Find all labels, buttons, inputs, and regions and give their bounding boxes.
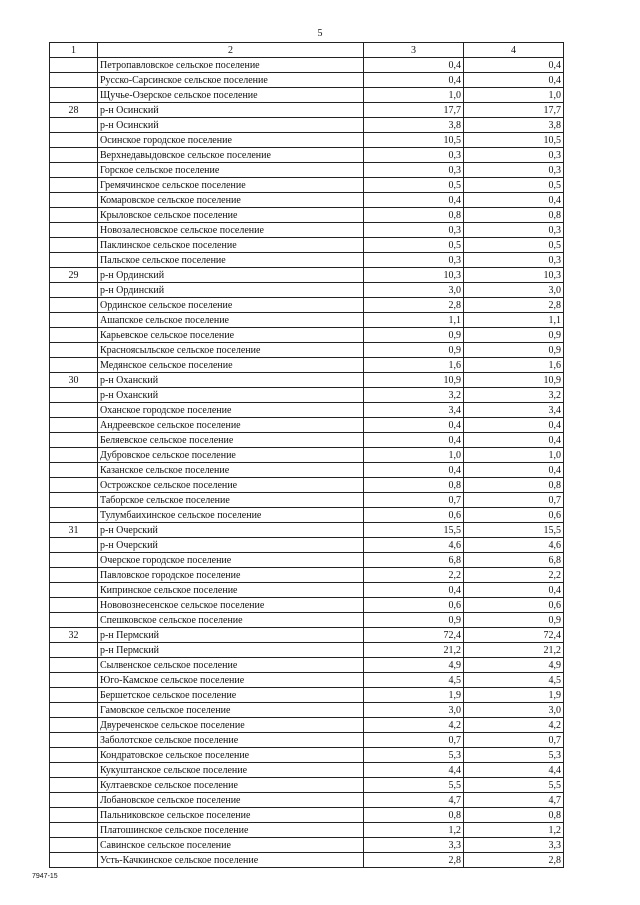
row-value-col4: 3,8 xyxy=(464,118,564,133)
row-name: Кукуштанское сельское поселение xyxy=(98,763,364,778)
row-value-col4: 0,9 xyxy=(464,328,564,343)
row-index xyxy=(50,298,98,313)
row-value-col3: 3,3 xyxy=(364,838,464,853)
row-index xyxy=(50,853,98,868)
row-value-col4: 0,5 xyxy=(464,238,564,253)
row-value-col3: 4,2 xyxy=(364,718,464,733)
row-index: 32 xyxy=(50,628,98,643)
row-index xyxy=(50,193,98,208)
row-index xyxy=(50,718,98,733)
row-index xyxy=(50,178,98,193)
row-index xyxy=(50,388,98,403)
row-name: Таборское сельское поселение xyxy=(98,493,364,508)
table-row xyxy=(50,643,564,658)
row-value-col4: 2,2 xyxy=(464,568,564,583)
header-row xyxy=(50,43,564,58)
table-row xyxy=(50,268,564,283)
row-value-col4: 3,2 xyxy=(464,388,564,403)
row-value-col3: 1,1 xyxy=(364,313,464,328)
row-index xyxy=(50,763,98,778)
header-col-3: 3 xyxy=(364,43,464,58)
row-value-col4: 4,4 xyxy=(464,763,564,778)
row-name: Петропавловское сельское поселение xyxy=(98,58,364,73)
row-value-col3: 0,5 xyxy=(364,238,464,253)
row-name: Пальское сельское поселение xyxy=(98,253,364,268)
row-name: Ашапское сельское поселение xyxy=(98,313,364,328)
table-row xyxy=(50,253,564,268)
row-index: 28 xyxy=(50,103,98,118)
row-value-col4: 0,3 xyxy=(464,223,564,238)
row-name: Карьевское сельское поселение xyxy=(98,328,364,343)
row-value-col3: 3,4 xyxy=(364,403,464,418)
row-value-col3: 4,5 xyxy=(364,673,464,688)
row-value-col4: 5,5 xyxy=(464,778,564,793)
row-index xyxy=(50,133,98,148)
row-name: Казанское сельское поселение xyxy=(98,463,364,478)
row-index xyxy=(50,538,98,553)
row-value-col3: 6,8 xyxy=(364,553,464,568)
row-index xyxy=(50,358,98,373)
row-index xyxy=(50,433,98,448)
row-value-col3: 0,3 xyxy=(364,223,464,238)
row-value-col4: 4,6 xyxy=(464,538,564,553)
row-name: Крыловское сельское поселение xyxy=(98,208,364,223)
row-value-col4: 1,0 xyxy=(464,88,564,103)
row-value-col4: 0,4 xyxy=(464,463,564,478)
row-value-col3: 10,9 xyxy=(364,373,464,388)
row-index xyxy=(50,493,98,508)
table-row xyxy=(50,553,564,568)
row-index xyxy=(50,343,98,358)
table-row xyxy=(50,613,564,628)
row-value-col3: 5,5 xyxy=(364,778,464,793)
row-value-col4: 0,7 xyxy=(464,733,564,748)
row-name: Заболотское сельское поселение xyxy=(98,733,364,748)
row-index xyxy=(50,703,98,718)
row-value-col3: 1,6 xyxy=(364,358,464,373)
row-index xyxy=(50,58,98,73)
row-value-col4: 72,4 xyxy=(464,628,564,643)
row-value-col3: 72,4 xyxy=(364,628,464,643)
row-name: Комаровское сельское поселение xyxy=(98,193,364,208)
table-row xyxy=(50,118,564,133)
row-name: р-н Осинский xyxy=(98,118,364,133)
row-value-col3: 0,9 xyxy=(364,343,464,358)
row-name: р-н Оханский xyxy=(98,373,364,388)
table-row xyxy=(50,283,564,298)
table-row xyxy=(50,688,564,703)
row-value-col4: 0,6 xyxy=(464,598,564,613)
row-value-col3: 10,5 xyxy=(364,133,464,148)
row-value-col3: 0,5 xyxy=(364,178,464,193)
table-row xyxy=(50,733,564,748)
row-value-col4: 0,9 xyxy=(464,343,564,358)
row-index xyxy=(50,733,98,748)
row-value-col3: 10,3 xyxy=(364,268,464,283)
table-row xyxy=(50,88,564,103)
row-value-col4: 4,2 xyxy=(464,718,564,733)
row-name: Новозалесновское сельское поселение xyxy=(98,223,364,238)
row-index xyxy=(50,208,98,223)
row-value-col3: 0,4 xyxy=(364,193,464,208)
row-value-col3: 0,3 xyxy=(364,148,464,163)
row-name: Дубровское сельское поселение xyxy=(98,448,364,463)
table-row xyxy=(50,133,564,148)
table-row xyxy=(50,523,564,538)
row-value-col4: 6,8 xyxy=(464,553,564,568)
row-index xyxy=(50,403,98,418)
row-name: Двуреченское сельское поселение xyxy=(98,718,364,733)
row-name: Острожское сельское поселение xyxy=(98,478,364,493)
row-index xyxy=(50,778,98,793)
row-value-col4: 1,9 xyxy=(464,688,564,703)
row-value-col4: 0,4 xyxy=(464,418,564,433)
row-value-col3: 4,6 xyxy=(364,538,464,553)
row-name: р-н Ординский xyxy=(98,268,364,283)
table-row xyxy=(50,793,564,808)
table-row xyxy=(50,73,564,88)
row-name: Култаевское сельское поселение xyxy=(98,778,364,793)
row-index: 30 xyxy=(50,373,98,388)
row-value-col3: 0,4 xyxy=(364,58,464,73)
row-name: Тулумбаихинское сельское поселение xyxy=(98,508,364,523)
table-row xyxy=(50,493,564,508)
row-index xyxy=(50,313,98,328)
row-name: Медянское сельское поселение xyxy=(98,358,364,373)
row-value-col4: 0,4 xyxy=(464,193,564,208)
row-value-col3: 2,8 xyxy=(364,853,464,868)
table-row xyxy=(50,823,564,838)
row-value-col3: 5,3 xyxy=(364,748,464,763)
row-value-col3: 0,3 xyxy=(364,253,464,268)
row-value-col3: 0,6 xyxy=(364,508,464,523)
row-name: Русско-Сарсинское сельское поселение xyxy=(98,73,364,88)
row-value-col4: 1,2 xyxy=(464,823,564,838)
table-row xyxy=(50,313,564,328)
row-value-col4: 0,4 xyxy=(464,58,564,73)
row-value-col3: 4,7 xyxy=(364,793,464,808)
table-row xyxy=(50,763,564,778)
table-row xyxy=(50,808,564,823)
row-value-col4: 17,7 xyxy=(464,103,564,118)
table-row xyxy=(50,373,564,388)
row-name: Беляевское сельское поселение xyxy=(98,433,364,448)
row-value-col4: 2,8 xyxy=(464,853,564,868)
row-name: Нововознесенское сельское поселение xyxy=(98,598,364,613)
row-name: Паклинское сельское поселение xyxy=(98,238,364,253)
row-value-col4: 21,2 xyxy=(464,643,564,658)
table-row xyxy=(50,583,564,598)
row-value-col4: 4,7 xyxy=(464,793,564,808)
header-col-1: 1 xyxy=(50,43,98,58)
row-index xyxy=(50,643,98,658)
table-row xyxy=(50,718,564,733)
row-name: Гремячинское сельское поселение xyxy=(98,178,364,193)
row-index xyxy=(50,838,98,853)
row-value-col3: 2,8 xyxy=(364,298,464,313)
row-name: Кондратовское сельское поселение xyxy=(98,748,364,763)
row-index: 29 xyxy=(50,268,98,283)
row-value-col4: 3,3 xyxy=(464,838,564,853)
table-row xyxy=(50,103,564,118)
row-name: Ординское сельское поселение xyxy=(98,298,364,313)
row-value-col3: 4,4 xyxy=(364,763,464,778)
row-name: р-н Очерский xyxy=(98,523,364,538)
footer-code: 7947-15 xyxy=(32,873,58,880)
row-index xyxy=(50,238,98,253)
row-index xyxy=(50,583,98,598)
row-index xyxy=(50,223,98,238)
table-row xyxy=(50,208,564,223)
table-row xyxy=(50,328,564,343)
row-value-col3: 3,0 xyxy=(364,283,464,298)
row-index xyxy=(50,478,98,493)
row-name: Сылвенское сельское поселение xyxy=(98,658,364,673)
row-index xyxy=(50,688,98,703)
table-row xyxy=(50,178,564,193)
row-value-col4: 0,3 xyxy=(464,163,564,178)
row-name: р-н Пермский xyxy=(98,643,364,658)
row-value-col3: 17,7 xyxy=(364,103,464,118)
row-index xyxy=(50,793,98,808)
row-name: Верхнедавыдовское сельское поселение xyxy=(98,148,364,163)
row-value-col3: 0,8 xyxy=(364,478,464,493)
row-name: Кипринское сельское поселение xyxy=(98,583,364,598)
row-value-col4: 1,0 xyxy=(464,448,564,463)
table-row xyxy=(50,163,564,178)
row-value-col3: 0,4 xyxy=(364,418,464,433)
row-name: р-н Очерский xyxy=(98,538,364,553)
row-value-col3: 0,8 xyxy=(364,808,464,823)
row-value-col3: 0,6 xyxy=(364,598,464,613)
row-index xyxy=(50,553,98,568)
row-value-col3: 15,5 xyxy=(364,523,464,538)
table-row xyxy=(50,658,564,673)
row-value-col3: 0,9 xyxy=(364,328,464,343)
row-value-col4: 0,3 xyxy=(464,253,564,268)
row-value-col3: 0,3 xyxy=(364,163,464,178)
row-index xyxy=(50,613,98,628)
row-value-col4: 2,8 xyxy=(464,298,564,313)
row-index xyxy=(50,118,98,133)
row-value-col4: 4,5 xyxy=(464,673,564,688)
row-name: Щучье-Озерское сельское поселение xyxy=(98,88,364,103)
row-value-col4: 0,8 xyxy=(464,208,564,223)
row-index xyxy=(50,808,98,823)
row-name: Пальниковское сельское поселение xyxy=(98,808,364,823)
table-row xyxy=(50,703,564,718)
row-value-col3: 1,2 xyxy=(364,823,464,838)
row-name: Усть-Качкинское сельское поселение xyxy=(98,853,364,868)
row-index xyxy=(50,658,98,673)
row-index xyxy=(50,748,98,763)
row-value-col4: 0,4 xyxy=(464,73,564,88)
row-index xyxy=(50,163,98,178)
row-name: Красноясыльское сельское поселение xyxy=(98,343,364,358)
row-value-col4: 3,4 xyxy=(464,403,564,418)
row-index xyxy=(50,673,98,688)
row-value-col3: 3,8 xyxy=(364,118,464,133)
row-value-col4: 10,5 xyxy=(464,133,564,148)
row-index xyxy=(50,88,98,103)
row-value-col3: 4,9 xyxy=(364,658,464,673)
header-col-4: 4 xyxy=(464,43,564,58)
row-name: р-н Осинский xyxy=(98,103,364,118)
row-value-col3: 0,9 xyxy=(364,613,464,628)
row-name: Платошинское сельское поселение xyxy=(98,823,364,838)
table-row xyxy=(50,568,564,583)
table-row xyxy=(50,403,564,418)
table-row xyxy=(50,853,564,868)
table-row xyxy=(50,433,564,448)
row-index xyxy=(50,283,98,298)
row-index xyxy=(50,598,98,613)
table-row xyxy=(50,223,564,238)
row-value-col4: 0,5 xyxy=(464,178,564,193)
row-value-col4: 1,6 xyxy=(464,358,564,373)
row-name: р-н Оханский xyxy=(98,388,364,403)
row-index xyxy=(50,448,98,463)
row-name: Савинское сельское поселение xyxy=(98,838,364,853)
row-value-col4: 10,3 xyxy=(464,268,564,283)
row-value-col4: 0,6 xyxy=(464,508,564,523)
row-value-col3: 1,0 xyxy=(364,448,464,463)
table-row xyxy=(50,193,564,208)
row-index xyxy=(50,568,98,583)
row-index xyxy=(50,73,98,88)
table-row xyxy=(50,463,564,478)
row-value-col4: 10,9 xyxy=(464,373,564,388)
row-value-col4: 0,4 xyxy=(464,433,564,448)
row-value-col3: 3,0 xyxy=(364,703,464,718)
row-index xyxy=(50,418,98,433)
row-value-col3: 0,8 xyxy=(364,208,464,223)
row-value-col3: 0,4 xyxy=(364,583,464,598)
row-value-col3: 0,7 xyxy=(364,493,464,508)
row-value-col4: 3,0 xyxy=(464,283,564,298)
row-name: Осинское городское поселение xyxy=(98,133,364,148)
row-index xyxy=(50,463,98,478)
table-row xyxy=(50,598,564,613)
row-value-col4: 1,1 xyxy=(464,313,564,328)
row-name: Павловское городское поселение xyxy=(98,568,364,583)
row-name: р-н Ординский xyxy=(98,283,364,298)
row-value-col3: 1,9 xyxy=(364,688,464,703)
row-index xyxy=(50,253,98,268)
header-col-2: 2 xyxy=(98,43,364,58)
row-value-col3: 1,0 xyxy=(364,88,464,103)
row-value-col4: 0,4 xyxy=(464,583,564,598)
row-value-col3: 0,7 xyxy=(364,733,464,748)
table-row xyxy=(50,778,564,793)
row-value-col3: 0,4 xyxy=(364,463,464,478)
row-value-col4: 0,3 xyxy=(464,148,564,163)
table-row xyxy=(50,388,564,403)
table-body xyxy=(50,58,564,868)
table-row xyxy=(50,673,564,688)
row-value-col4: 5,3 xyxy=(464,748,564,763)
row-value-col4: 0,7 xyxy=(464,493,564,508)
row-value-col4: 0,9 xyxy=(464,613,564,628)
row-index xyxy=(50,148,98,163)
row-value-col3: 21,2 xyxy=(364,643,464,658)
row-value-col3: 3,2 xyxy=(364,388,464,403)
table-row xyxy=(50,628,564,643)
row-index xyxy=(50,508,98,523)
row-value-col3: 2,2 xyxy=(364,568,464,583)
table-row xyxy=(50,298,564,313)
row-value-col4: 15,5 xyxy=(464,523,564,538)
table-row xyxy=(50,478,564,493)
table-row xyxy=(50,748,564,763)
table-row xyxy=(50,358,564,373)
row-name: Горское сельское поселение xyxy=(98,163,364,178)
table-row xyxy=(50,538,564,553)
row-value-col3: 0,4 xyxy=(364,73,464,88)
row-index: 31 xyxy=(50,523,98,538)
data-table xyxy=(49,42,564,868)
row-value-col4: 0,8 xyxy=(464,808,564,823)
page-number: 5 xyxy=(317,28,323,39)
table-row xyxy=(50,238,564,253)
row-name: Андреевское сельское поселение xyxy=(98,418,364,433)
table-row xyxy=(50,838,564,853)
row-value-col4: 3,0 xyxy=(464,703,564,718)
row-index xyxy=(50,328,98,343)
row-value-col3: 0,4 xyxy=(364,433,464,448)
row-name: Гамовское сельское поселение xyxy=(98,703,364,718)
table-row xyxy=(50,343,564,358)
row-name: Лобановское сельское поселение xyxy=(98,793,364,808)
table-row xyxy=(50,58,564,73)
row-value-col4: 0,8 xyxy=(464,478,564,493)
table-row xyxy=(50,418,564,433)
row-name: Оханское городское поселение xyxy=(98,403,364,418)
row-name: Очерское городское поселение xyxy=(98,553,364,568)
table-row xyxy=(50,148,564,163)
row-name: Спешковское сельское поселение xyxy=(98,613,364,628)
row-index xyxy=(50,823,98,838)
row-name: р-н Пермский xyxy=(98,628,364,643)
table-row xyxy=(50,448,564,463)
row-name: Юго-Камское сельское поселение xyxy=(98,673,364,688)
row-name: Бершетское сельское поселение xyxy=(98,688,364,703)
row-value-col4: 4,9 xyxy=(464,658,564,673)
table-row xyxy=(50,508,564,523)
